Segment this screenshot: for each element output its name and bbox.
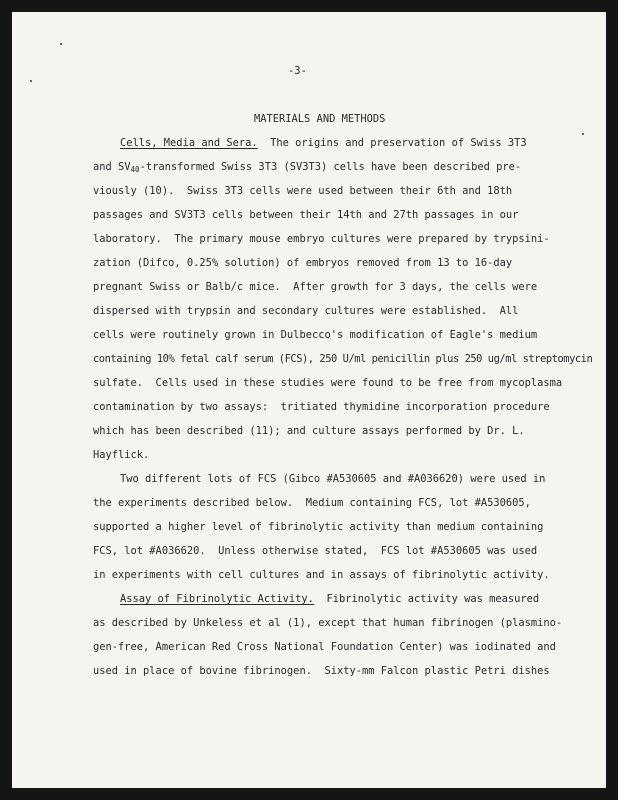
subheading-cells-media-sera: Cells, Media and Sera. xyxy=(120,137,258,149)
text-line: supported a higher level of fibrinolytic activity than medium containing xyxy=(93,521,544,533)
text-span: and SV xyxy=(93,161,131,173)
text-line: laboratory. The primary mouse embryo cultures were prepared by trypsini- xyxy=(93,233,550,245)
section-heading: MATERIALS AND METHODS xyxy=(254,113,386,125)
text-line: Hayflick. xyxy=(93,449,150,461)
speck-mark xyxy=(582,133,584,135)
subheading-assay-fibrinolytic: Assay of Fibrinolytic Activity. xyxy=(120,593,314,605)
text-line: sulfate. Cells used in these studies were found to be free from mycoplasma xyxy=(93,377,563,389)
text-line xyxy=(120,593,539,606)
page-number: -3- xyxy=(288,65,307,77)
text-line: contamination by two assays: tritiated thymidine incorporation procedure xyxy=(93,401,550,413)
text-span: -transformed Swiss 3T3 (SV3T3) cells have been described pre- xyxy=(139,161,522,173)
text-line: Two different lots of FCS (Gibco #A530605 and #A036620) were used in xyxy=(120,473,546,485)
document-page xyxy=(12,12,606,788)
text-line: passages and SV3T3 cells between their 14th and 27th passages in our xyxy=(93,209,519,221)
text-line: zation (Difco, 0.25% solution) of embryos removed from 13 to 16-day xyxy=(93,257,513,269)
text-line: pregnant Swiss or Balb/c mice. After growth for 3 days, the cells were xyxy=(93,281,538,293)
text-line: which has been described (11); and culture assays performed by Dr. L. xyxy=(93,425,525,437)
text-line: gen-free, American Red Cross National Foundation Center) was iodinated and xyxy=(93,641,556,653)
text-span: The origins and preservation of Swiss 3T3 xyxy=(257,137,527,149)
text-line: in experiments with cell cultures and in assays of fibrinolytic activity. xyxy=(93,569,550,581)
text-line xyxy=(120,137,527,150)
speck-mark xyxy=(60,43,62,45)
text-line: dispersed with trypsin and secondary cultures were established. All xyxy=(93,305,519,317)
text-line: as described by Unkeless et al (1), except that human fibrinogen (plasmino- xyxy=(93,617,563,629)
text-line: FCS, lot #A036620. Unless otherwise stated, FCS lot #A530605 was used xyxy=(93,545,538,557)
text-line: containing 10% fetal calf serum (FCS), 250 U/ml penicillin plus 250 ug/ml streptomycin xyxy=(93,353,593,365)
text-line: viously (10). Swiss 3T3 cells were used between their 6th and 18th xyxy=(93,185,513,197)
text-line xyxy=(93,161,521,174)
text-line: the experiments described below. Medium containing FCS, lot #A530605, xyxy=(93,497,531,509)
text-span: Fibrinolytic activity was measured xyxy=(313,593,540,605)
subscript-40: 40 xyxy=(130,165,140,174)
text-line: cells were routinely grown in Dulbecco's modification of Eagle's medium xyxy=(93,329,538,341)
text-line: used in place of bovine fibrinogen. Sixty-mm Falcon plastic Petri dishes xyxy=(93,665,550,677)
speck-mark xyxy=(30,80,32,82)
